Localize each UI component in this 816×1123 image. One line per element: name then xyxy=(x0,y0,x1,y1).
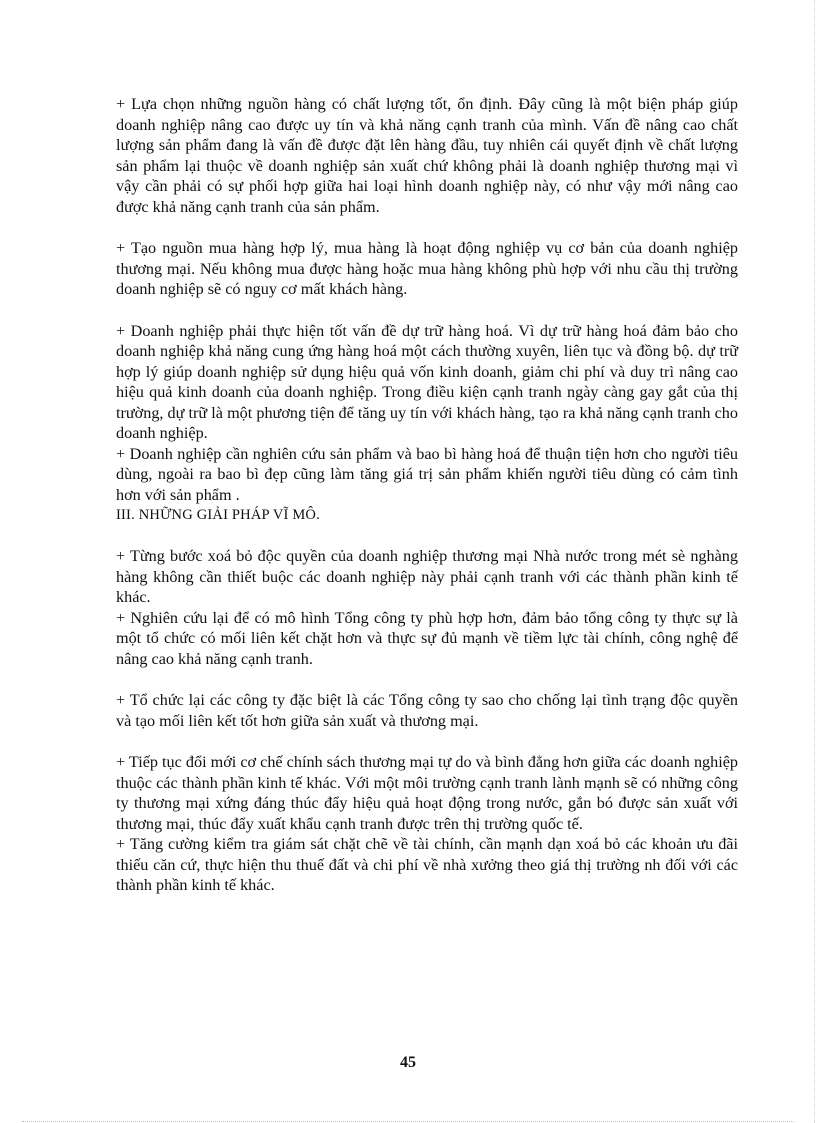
page-number: 45 xyxy=(400,1054,416,1071)
paragraph-supply-sources: + Lựa chọn những nguồn hàng có chất lượng tốt, ổn định. Đây cũng là một biện pháp giúp doanh nghiệp nâng cao được uy tín và khả năng cạnh tranh của mình. Vấn đề nâng cao chất lượng sản phẩm đang là vấn đề được đặt lên hàng đầu, tuy nhiên cái quyết định về chất lượng sản phẩm lại thuộc về doanh nghiệp sản xuất chứ không phải là doanh nghiệp thương mại vì vậy cần phải có sự phối hợp giữa hai loại hình doanh nghiệp này, có như vậy mới nâng cao được khả năng cạnh tranh của sản phẩm. xyxy=(116,95,738,216)
page-content xyxy=(116,94,738,896)
paragraph-policy-reform: + Tiếp tục đổi mới cơ chế chính sách thương mại tự do và bình đẳng hơn giữa các doanh nghiệp thuộc các thành phần kinh tế khác. Với một môi trường cạnh tranh lành mạnh sẽ có những công ty thương mại xứng đáng thúc đẩy hiệu quả hoạt động trong nước, gắn bó được sản xuất với thương mại, thúc đẩy xuất khẩu cạnh tranh được trên thị trường quốc tế. xyxy=(116,753,738,833)
paragraph-abolish-monopoly: + Từng bước xoá bỏ độc quyền của doanh nghiệp thương mại Nhà nước trong mét sè nghàng hàng không cần thiết buộc các doanh nghiệp này phải cạnh tranh với các thành phần kinh tế khác. xyxy=(116,547,738,606)
paragraph-purchasing: + Tạo nguồn mua hàng hợp lý, mua hàng là hoạt động nghiệp vụ cơ bản của doanh nghiệp thương mại. Nếu không mua được hàng hoặc mua hàng không phù hợp với nhu cầu thị trường doanh nghiệp sẽ có nguy cơ mất khách hàng. xyxy=(116,239,738,298)
paragraph-packaging: + Doanh nghiệp cần nghiên cứu sản phẩm và bao bì hàng hoá để thuận tiện hơn cho người tiêu dùng, ngoài ra bao bì đẹp cũng làm tăng giá trị sản phẩm khiến người tiêu dùng có cảm tình hơn với sản phẩm . xyxy=(116,444,738,504)
page-bottom-border xyxy=(22,1121,794,1122)
section-heading-macro-solutions: III. NHỮNG GIẢI PHÁP VĨ MÔ. xyxy=(116,507,320,523)
paragraph-inventory: + Doanh nghiệp phải thực hiện tốt vấn đề dự trữ hàng hoá. Vì dự trữ hàng hoá đảm bảo cho doanh nghiệp khả năng cung ứng hàng hoá một cách thường xuyên, liên tục và đồng bộ. dự trữ hợp lý giúp doanh nghiệp sử dụng hiệu quả vốn kinh doanh, giảm chi phí và duy trì nâng cao hiệu quả kinh doanh của doanh nghiệp. Trong điều kiện cạnh tranh ngày càng gay gắt của thị trường, dự trữ là một phương tiện để tăng uy tín với khách hàng, tạo ra khả năng cạnh tranh cho doanh nghiệp. xyxy=(116,321,738,442)
page-right-border xyxy=(814,0,815,1123)
paragraph-corporation-model: + Nghiên cứu lại để có mô hình Tổng công ty phù hợp hơn, đảm bảo tổng công ty thực sự là một tổ chức có mối liên kết chặt hơn và thực sự đủ mạnh về tiềm lực tài chính, công nghệ để nâng cao khả năng cạnh tranh. xyxy=(116,608,738,668)
paragraph-financial-supervision: + Tăng cường kiểm tra giám sát chặt chẽ về tài chính, cần mạnh dạn xoá bỏ các khoản ưu đãi thiếu căn cứ, thực hiện thu thuế đất và chi phí về nhà xưởng theo giá thị trường nh đối với các thành phần kinh tế khác. xyxy=(116,835,738,894)
paragraph-reorganize-companies: + Tổ chức lại các công ty đặc biệt là các Tổng công ty sao cho chống lại tình trạng độc quyền và tạo mối liên kết tốt hơn giữa sản xuất và thương mại. xyxy=(116,691,738,730)
